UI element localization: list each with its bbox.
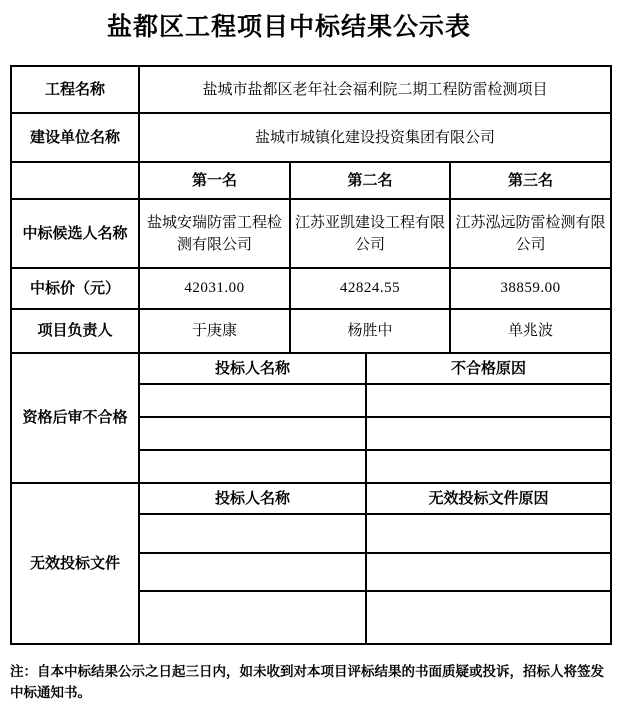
candidate-second: 江苏亚凯建设工程有限公司 — [290, 199, 450, 268]
rank-header-first: 第一名 — [139, 162, 290, 199]
candidate-third: 江苏泓远防雷检测有限公司 — [450, 199, 611, 268]
project-name-row — [11, 66, 611, 113]
price-first: 42031.00 — [139, 268, 290, 309]
price-row — [11, 268, 611, 309]
rank-header-row — [11, 162, 611, 199]
invalid-bidder-cell — [139, 591, 366, 644]
leader-label: 项目负责人 — [11, 309, 139, 353]
leader-row — [11, 309, 611, 353]
unqualified-header-row — [11, 353, 611, 384]
note-text: 注：自本中标结果公示之日起三日内，如未收到对本项目评标结果的书面质疑或投诉，招标人将签发中标通知书。 — [10, 664, 604, 700]
invalid-reason-cell — [366, 514, 611, 553]
unqualified-bidder-cell — [139, 417, 366, 450]
candidates-label: 中标候选人名称 — [11, 199, 139, 268]
unqualified-bidder-header: 投标人名称 — [139, 353, 366, 384]
unqualified-reason-cell — [366, 450, 611, 483]
invalid-section-label: 无效投标文件 — [11, 483, 139, 644]
rank-header-empty-cell — [11, 162, 139, 199]
unqualified-bidder-cell — [139, 450, 366, 483]
owner-value: 盐城市城镇化建设投资集团有限公司 — [139, 113, 611, 162]
project-name-label: 工程名称 — [11, 66, 139, 113]
candidates-row — [11, 199, 611, 268]
invalid-bidder-cell — [139, 553, 366, 591]
page-title: 盐都区工程项目中标结果公示表 — [106, 13, 471, 41]
unqualified-reason-cell — [366, 384, 611, 417]
project-name-value: 盐城市盐都区老年社会福利院二期工程防雷检测项目 — [139, 66, 611, 113]
unqualified-section-label: 资格后审不合格 — [11, 353, 139, 483]
candidate-first: 盐城安瑞防雷工程检测有限公司 — [139, 199, 290, 268]
invalid-reason-cell — [366, 553, 611, 591]
rank-header-third: 第三名 — [450, 162, 611, 199]
invalid-bidder-cell — [139, 514, 366, 553]
bid-results-table — [10, 65, 612, 645]
owner-label: 建设单位名称 — [11, 113, 139, 162]
price-label: 中标价（元） — [11, 268, 139, 309]
invalid-bidder-header: 投标人名称 — [139, 483, 366, 514]
price-second: 42824.55 — [290, 268, 450, 309]
invalid-reason-header: 无效投标文件原因 — [366, 483, 611, 514]
owner-row — [11, 113, 611, 162]
invalid-header-row — [11, 483, 611, 514]
leader-third: 单兆波 — [450, 309, 611, 353]
unqualified-bidder-cell — [139, 384, 366, 417]
price-third: 38859.00 — [450, 268, 611, 309]
leader-second: 杨胜中 — [290, 309, 450, 353]
unqualified-reason-cell — [366, 417, 611, 450]
invalid-reason-cell — [366, 591, 611, 644]
unqualified-reason-header: 不合格原因 — [366, 353, 611, 384]
rank-header-second: 第二名 — [290, 162, 450, 199]
leader-first: 于庚康 — [139, 309, 290, 353]
